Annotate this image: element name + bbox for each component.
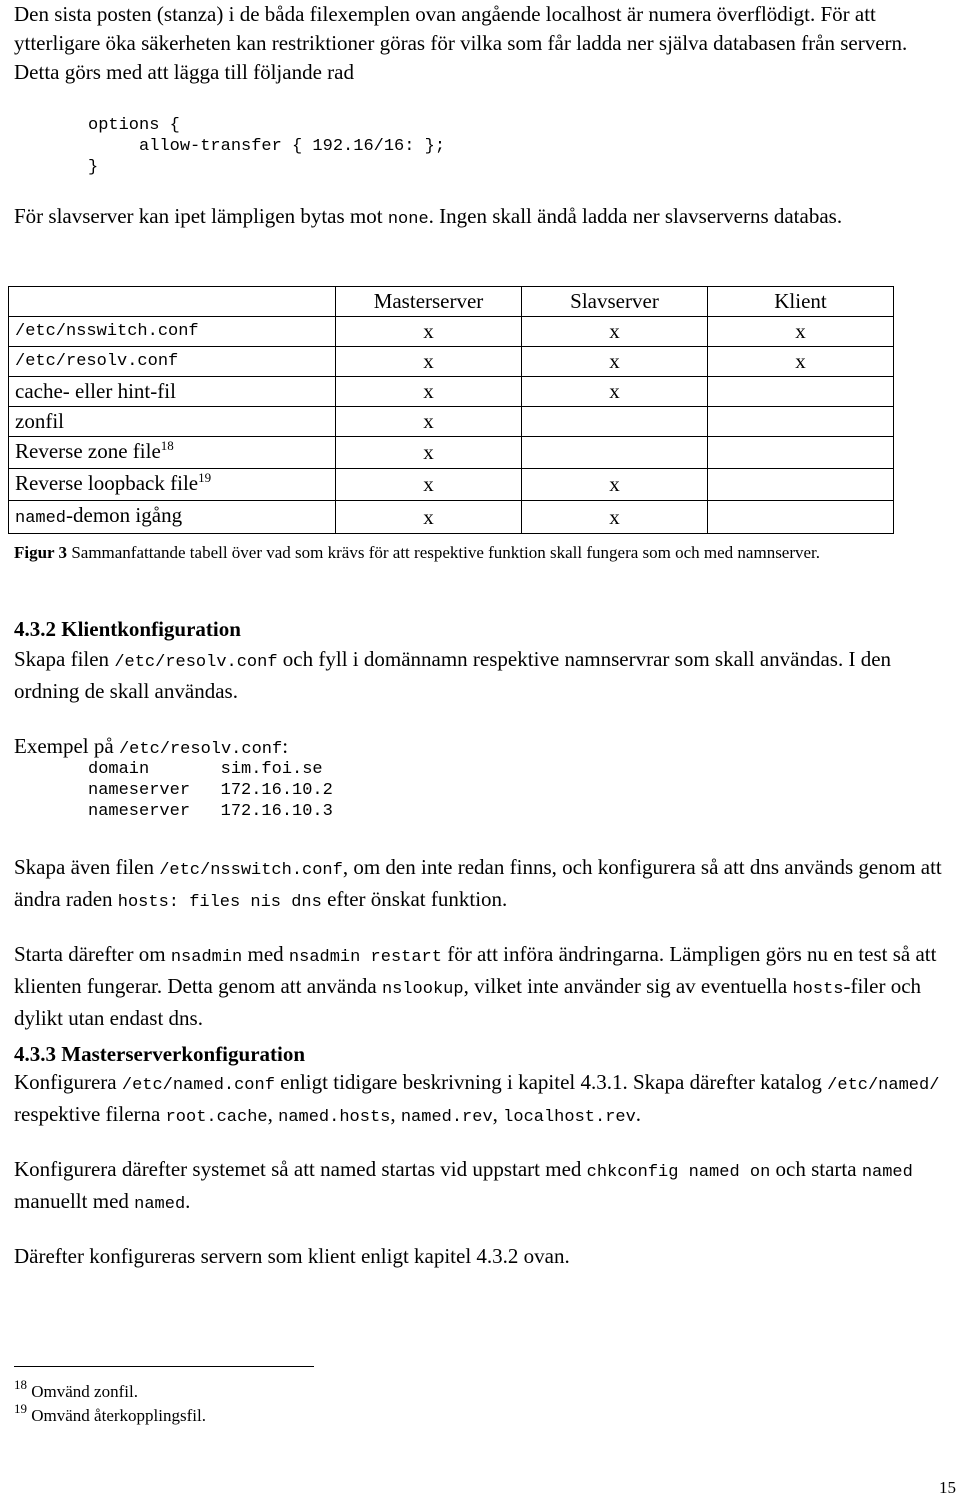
footnote-19: $^{19}$ Omvänd återkopplingsfil. — [14, 1401, 206, 1425]
figure-caption: Figur 3 Sammanfattande tabell över vad som krävs för att respektive funktion skall fungera som och med namnserver. — [14, 543, 821, 562]
table-row — [9, 407, 894, 437]
table-row — [9, 469, 894, 501]
cell-slave — [522, 437, 708, 469]
cell-master: x — [336, 347, 522, 377]
named-conf-paragraph: Konfigurera /etc/named.conf enligt tidigare beskrivning i kapitel 4.3.1. Skapa därefter katalog /etc/named/ respektive filerna root.cache, named.hosts, named.rev, localhost.rev. — [14, 1070, 940, 1127]
cell-slave: x — [522, 347, 708, 377]
client-config-paragraph: Därefter konfigureras servern som klient enligt kapitel 4.3.2 ovan. — [14, 1244, 570, 1268]
slavserver-paragraph: För slavserver kan ipet lämpligen bytas mot none. Ingen skall ändå ladda ner slavserverns databas. — [14, 204, 843, 229]
cell-klient: x — [708, 347, 894, 377]
footnote-18: $^{18}$ Omvänd zonfil. — [14, 1377, 138, 1401]
footnote-separator — [14, 1366, 314, 1367]
cell-klient: x — [708, 317, 894, 347]
cell-klient — [708, 437, 894, 469]
table-row — [9, 347, 894, 377]
cell-slave: x — [522, 501, 708, 534]
table-header-klient: Klient — [708, 287, 894, 317]
table-row — [9, 501, 894, 534]
nsswitch-paragraph: Skapa även filen /etc/nsswitch.conf, om den inte redan finns, och konfigurera så att dns används genom att ändra raden hosts: files nis dns efter önskat funktion. — [14, 855, 942, 912]
row-label: /etc/nsswitch.conf — [9, 317, 336, 347]
table-header-row — [9, 287, 894, 317]
section-heading-432: 4.3.2 Klientkonfiguration — [14, 617, 241, 641]
cell-master: x — [336, 469, 522, 501]
cell-master: x — [336, 317, 522, 347]
footnote-ref: 19 — [198, 470, 212, 485]
page-number: 15 — [939, 1478, 956, 1497]
row-label: named-demon igång — [9, 501, 336, 534]
options-code-block: options { allow-transfer { 192.16/16: }; } — [88, 116, 446, 177]
cell-master: x — [336, 377, 522, 407]
cell-klient — [708, 501, 894, 534]
row-label: cache- eller hint-fil — [9, 377, 336, 407]
cell-klient — [708, 377, 894, 407]
cell-master: x — [336, 501, 522, 534]
cell-klient — [708, 407, 894, 437]
row-label: /etc/resolv.conf — [9, 347, 336, 377]
cell-slave: x — [522, 469, 708, 501]
nsadmin-paragraph: Starta därefter om nsadmin med nsadmin restart för att införa ändringarna. Lämpligen görs nu en test så att klienten fungerar. Detta genom att använda nslookup, vilket inte använder sig av eventuella hosts-filer och dylikt utan endast dns. — [14, 942, 937, 1030]
example-heading: Exempel på /etc/resolv.conf: — [14, 734, 289, 759]
intro-paragraph: Den sista posten (stanza) i de båda filexemplen ovan angående localhost är numera överflödigt. För att ytterligare öka säkerheten kan restriktioner göras för vilka som får ladda ner själva databasen från servern. Detta görs med att lägga till följande rad — [14, 2, 908, 84]
cell-master: x — [336, 437, 522, 469]
table-header-slavserver: Slavserver — [522, 287, 708, 317]
cell-slave: x — [522, 377, 708, 407]
row-label: Reverse loopback file$^{19}$ — [9, 469, 336, 501]
cell-klient — [708, 469, 894, 501]
summary-table — [8, 286, 894, 534]
section-heading-433: 4.3.3 Masterserverkonfiguration — [14, 1042, 306, 1066]
footnote-ref: 18 — [160, 438, 174, 453]
cell-master: x — [336, 407, 522, 437]
row-label: zonfil — [9, 407, 336, 437]
table-header-empty — [9, 287, 336, 317]
table-row — [9, 437, 894, 469]
cell-slave: x — [522, 317, 708, 347]
cell-slave — [522, 407, 708, 437]
resolv-code-block: domain sim.foi.se nameserver 172.16.10.2 nameserver 172.16.10.3 — [88, 760, 333, 821]
table-header-masterserver: Masterserver — [336, 287, 522, 317]
row-label: Reverse zone file$^{18}$ — [9, 437, 336, 469]
chkconfig-paragraph: Konfigurera därefter systemet så att named startas vid uppstart med chkconfig named on och starta named manuellt med named. — [14, 1157, 913, 1214]
table-row — [9, 377, 894, 407]
resolv-paragraph: Skapa filen /etc/resolv.conf och fyll i domännamn respektive namnservrar som skall användas. I den ordning de skall användas. — [14, 647, 892, 703]
table-row — [9, 317, 894, 347]
